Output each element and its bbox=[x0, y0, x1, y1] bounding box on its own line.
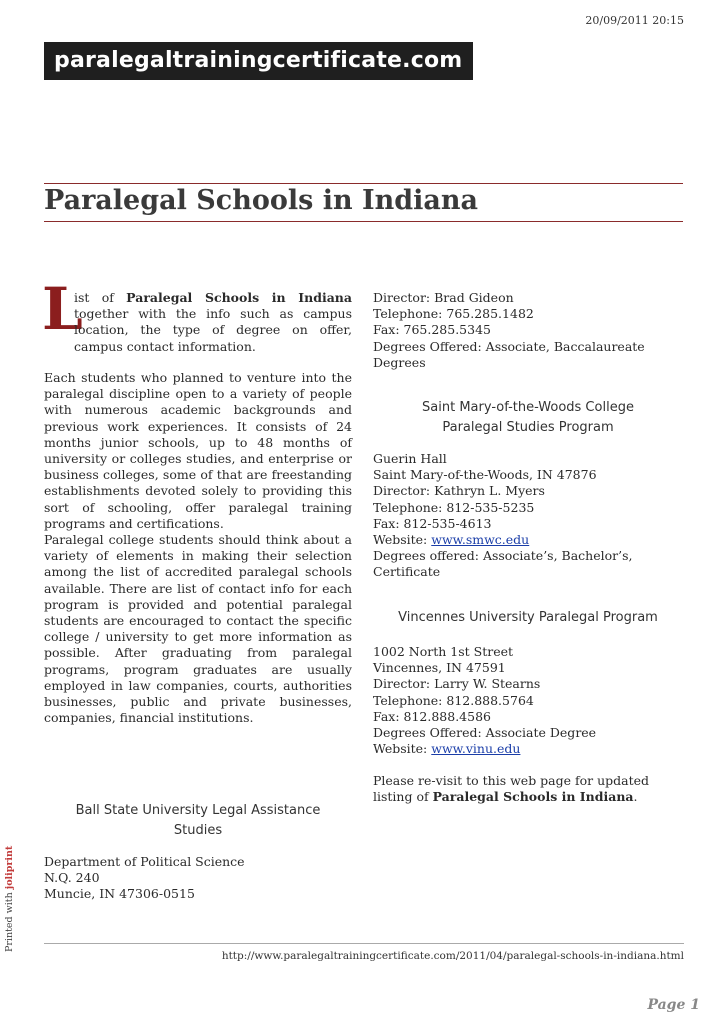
title-bottom-rule bbox=[44, 221, 683, 222]
contact-line: Telephone: 812-535-5235 bbox=[373, 499, 535, 515]
body-paragraph-1: Each students who planned to venture into the paralegal discipline open to a variety of people with numerous academic backgrounds and previous work experiences. It consists of 24 months junior schools, up to 48 months of university or colleges studies, and enterprise or business colleges, some of that are freestanding establishments devoted solely to providing this sort of schooling, offer paralegal training programs and certifications. bbox=[44, 370, 352, 531]
footer-url[interactable]: http://www.paralegaltrainingcertificate.com/2011/04/paralegal-schools-in-indiana.html bbox=[221, 950, 684, 962]
vincennes-website-line bbox=[373, 741, 693, 757]
printed-with-branding[interactable] bbox=[4, 846, 15, 952]
website-label: Website: bbox=[373, 741, 432, 757]
vincennes-website-link[interactable]: www.vinu.edu bbox=[431, 741, 521, 757]
smwc-heading-line1: Saint Mary-of-the-Woods College bbox=[422, 400, 634, 415]
ball-state-heading-line1: Ball State University Legal Assistance bbox=[75, 803, 321, 818]
closing-end: . bbox=[633, 789, 638, 805]
contact-line: Degrees Offered: Associate Degree bbox=[373, 725, 597, 741]
joliprint-brand: joliprint bbox=[4, 845, 15, 890]
ball-state-address bbox=[44, 854, 352, 903]
vincennes-heading: Vincennes University Paralegal Program bbox=[398, 610, 658, 625]
smwc-heading bbox=[373, 398, 683, 438]
timestamp: 20/09/2011 20:15 bbox=[585, 14, 684, 27]
drop-cap: L bbox=[42, 275, 83, 343]
contact-line: Degrees Offered: Associate, Baccalaureate Degrees bbox=[373, 338, 645, 370]
contact-line: Director: Larry W. Stearns bbox=[373, 676, 541, 692]
smwc-website-line bbox=[373, 532, 703, 548]
body-paragraph-2: Paralegal college students should think about a variety of elements in making their selection among the list of accredited paralegal schools available. There are list of contact info for each program is provided and potential paralegal students are encouraged to contact the specific college / university to get more information as possible. After graduating from paralegal programs, program graduates are usually employed in law companies, courts, authorities businesses, public and private businesses, companies, financial institutions. bbox=[44, 532, 352, 726]
printed-with-text: Printed with bbox=[4, 892, 15, 952]
page-number: Page 1 bbox=[647, 997, 700, 1013]
ball-state-heading bbox=[44, 801, 352, 841]
closing-text: Please re-visit to this web page for updated listing of bbox=[373, 773, 650, 805]
intro-text-start: ist of bbox=[74, 290, 127, 305]
address-line: N.Q. 240 bbox=[44, 870, 100, 886]
ball-state-contact bbox=[373, 290, 693, 371]
contact-line: Fax: 812-535-4613 bbox=[373, 515, 492, 531]
closing-paragraph bbox=[373, 773, 683, 805]
contact-line: Fax: 765.285.5345 bbox=[373, 322, 491, 338]
contact-line: Saint Mary-of-the-Woods, IN 47876 bbox=[373, 467, 597, 483]
site-banner[interactable]: paralegaltrainingcertificate.com bbox=[44, 42, 473, 80]
intro-paragraph bbox=[74, 290, 352, 355]
address-line: Department of Political Science bbox=[44, 854, 245, 869]
contact-line: Telephone: 812.888.5764 bbox=[373, 692, 534, 708]
title-top-rule bbox=[44, 183, 683, 184]
contact-line: Guerin Hall bbox=[373, 451, 447, 466]
closing-bold: Paralegal Schools in Indiana bbox=[432, 789, 634, 805]
website-label: Website: bbox=[373, 532, 432, 548]
intro-bold: Paralegal Schools in Indiana bbox=[126, 290, 352, 305]
address-line: Muncie, IN 47306-0515 bbox=[44, 886, 195, 902]
smwc-website-link[interactable]: www.smwc.edu bbox=[431, 532, 530, 548]
contact-line: Fax: 812.888.4586 bbox=[373, 708, 491, 724]
contact-line: Vincennes, IN 47591 bbox=[373, 660, 506, 676]
ball-state-heading-line2: Studies bbox=[173, 823, 223, 838]
vincennes-contact bbox=[373, 644, 693, 757]
contact-line: Telephone: 765.285.1482 bbox=[373, 306, 534, 322]
contact-line: Director: Kathryn L. Myers bbox=[373, 483, 545, 499]
contact-line: Director: Brad Gideon bbox=[373, 290, 514, 305]
intro-text-end: together with the info such as campus location, the type of degree on offer, campus contact information. bbox=[74, 306, 352, 354]
contact-line: Degrees offered: Associate’s, Bachelor’s, Certificate bbox=[373, 548, 633, 580]
contact-line: 1002 North 1st Street bbox=[373, 644, 514, 659]
page-title: Paralegal Schools in Indiana bbox=[44, 185, 479, 216]
smwc-contact bbox=[373, 451, 703, 581]
footer-rule bbox=[44, 943, 684, 944]
smwc-heading-line2: Paralegal Studies Program bbox=[442, 420, 614, 435]
